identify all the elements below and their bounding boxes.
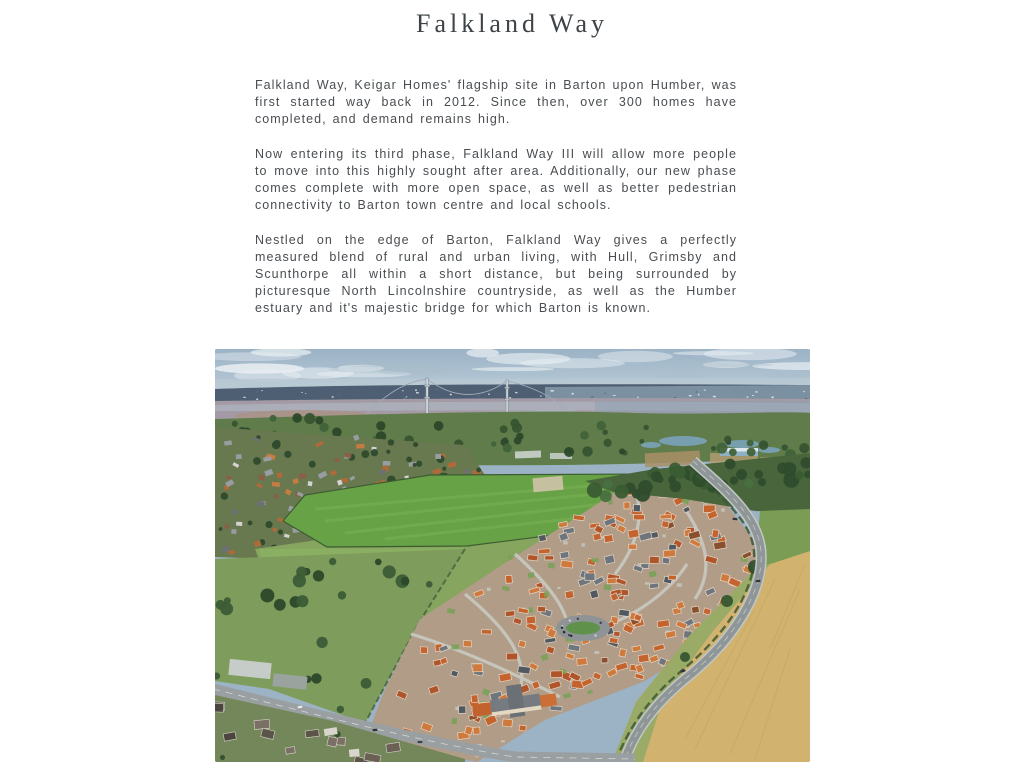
aerial-photo bbox=[215, 349, 810, 762]
aerial-photo-illustration bbox=[215, 349, 810, 762]
intro-paragraph: Falkland Way, Keigar Homes' flagship site in Barton upon Humber, was first started way back in 2012. Since then, over 300 homes have completed, and demand remains high. bbox=[255, 78, 737, 126]
article-body bbox=[255, 77, 737, 335]
page-title: Falkland Way bbox=[415, 9, 608, 38]
phase-paragraph: Now entering its third phase, Falkland Way III will allow more people to move into this highly sought after area. Additionally, our new phase comes complete with more open space, as well as better pedestrian connectivity to Barton town centre and local schools. bbox=[255, 147, 737, 212]
location-paragraph: Nestled on the edge of Barton, Falkland Way gives a perfectly measured blend of rural and urban living, with Hull, Grimsby and Scunthorpe all within a short distance, but being surrounded by picturesque North Lincolnshire countryside, as well as the Humber estuary and it's majestic bridge for which Barton is known. bbox=[255, 233, 737, 315]
